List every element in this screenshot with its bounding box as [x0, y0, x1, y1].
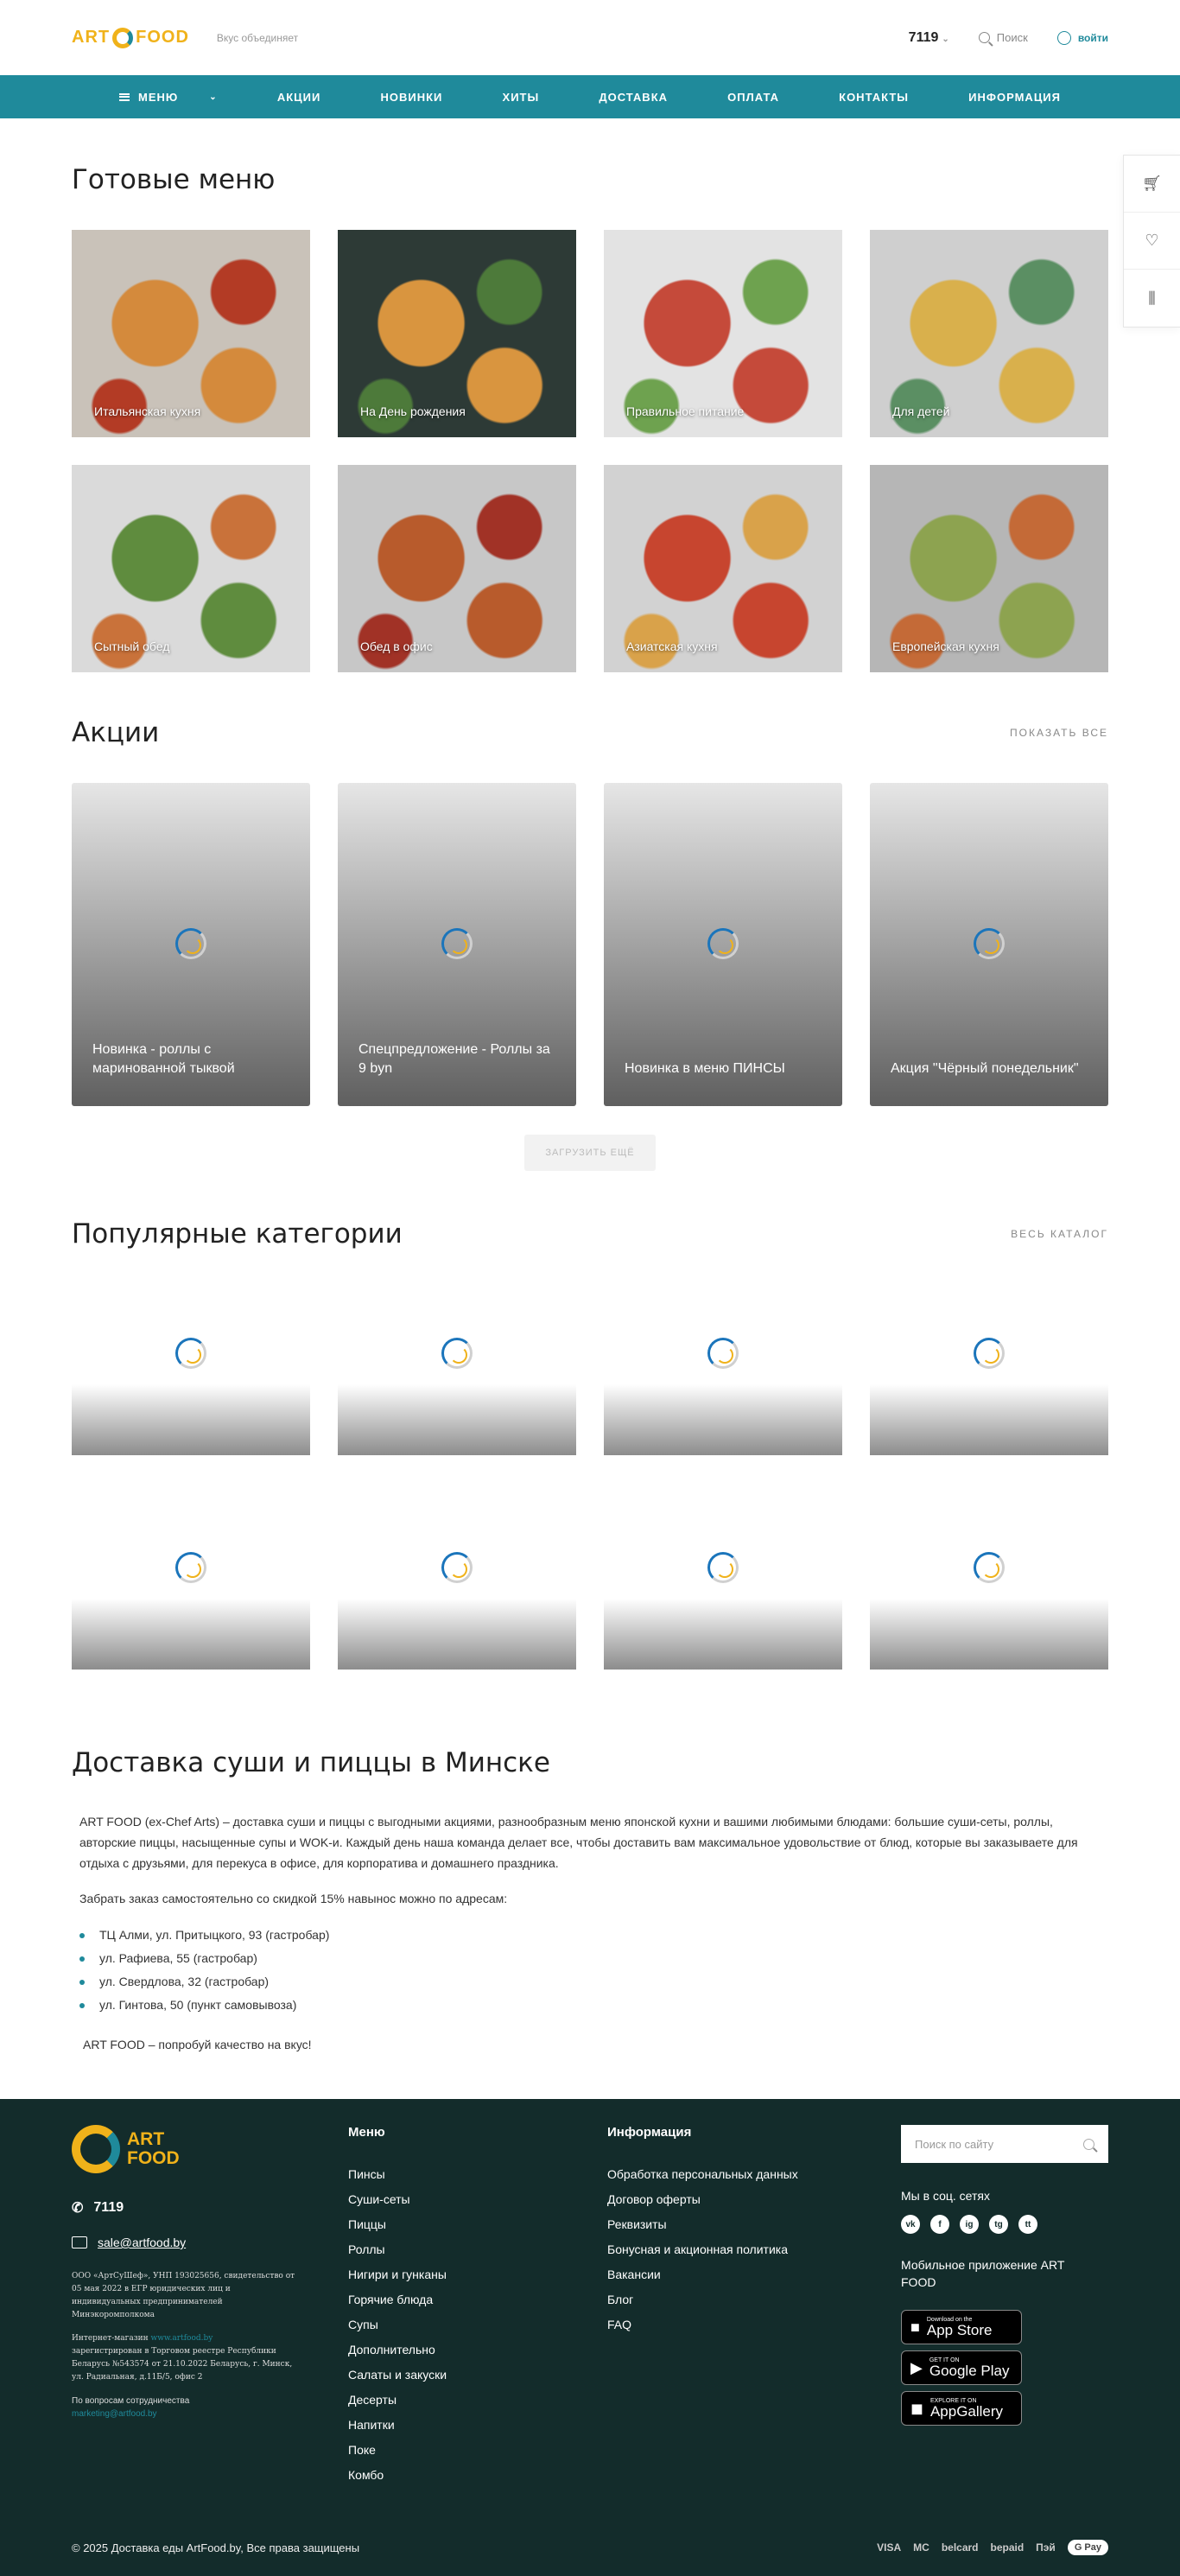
- loading-spinner-icon: [441, 1338, 473, 1369]
- section-title: Популярные категории: [72, 1218, 403, 1250]
- logo-text-food: FOOD: [136, 28, 189, 47]
- promos-grid: [72, 783, 1108, 1106]
- show-all-link[interactable]: ПОКАЗАТЬ ВСЕ: [1010, 727, 1108, 739]
- shop-link[interactable]: www.artfood.by: [150, 2334, 213, 2343]
- site-footer: [0, 2099, 1180, 2576]
- list-item: ул. Рафиева, 55 (гастробар): [79, 1947, 1101, 1970]
- category-card[interactable]: [338, 1516, 576, 1670]
- footer-info-link[interactable]: Обработка персональных данных: [607, 2167, 798, 2181]
- apple-icon: ■: [910, 2318, 920, 2336]
- social-ig-icon[interactable]: ig: [960, 2215, 979, 2234]
- coop-label: По вопросам сотрудничества: [72, 2396, 190, 2406]
- footer-info-title: Информация: [607, 2125, 692, 2140]
- chevron-down-icon: ⌄: [209, 92, 218, 102]
- loading-spinner-icon: [707, 1552, 739, 1583]
- logo[interactable]: [72, 28, 189, 48]
- footer-search-input[interactable]: [901, 2125, 1108, 2163]
- menu-card-label: Итальянская кухня: [94, 404, 201, 418]
- footer-menu-link[interactable]: Суши-сеты: [348, 2192, 410, 2206]
- loading-spinner-icon: [175, 1552, 206, 1583]
- google-play-icon: ▶: [910, 2358, 923, 2376]
- social-links: [901, 2215, 1108, 2234]
- category-card[interactable]: [338, 1301, 576, 1455]
- category-card-placeholder: [338, 1599, 576, 1670]
- section-title: Акции: [72, 717, 160, 748]
- coop-email[interactable]: marketing@artfood.by: [72, 2409, 157, 2419]
- category-card[interactable]: [604, 1516, 842, 1670]
- store-text: [929, 2357, 1010, 2379]
- footer-menu-link[interactable]: Поке: [348, 2443, 376, 2457]
- footer-info-links: [607, 2162, 798, 2337]
- promo-card-label: Новинка в меню ПИНСЫ: [625, 1061, 785, 1076]
- header-search-label: Поиск: [996, 31, 1028, 44]
- loading-spinner-icon: [974, 928, 1005, 959]
- footer-menu-link[interactable]: Роллы: [348, 2242, 385, 2256]
- login-button[interactable]: [1057, 31, 1108, 45]
- footer-info-link[interactable]: Блог: [607, 2293, 634, 2306]
- category-card-placeholder: [72, 1384, 310, 1455]
- payment-logo: MC: [913, 2541, 929, 2554]
- store-name: App Store: [926, 2321, 993, 2338]
- footer-menu-link[interactable]: Нигири и гунканы: [348, 2268, 447, 2281]
- logo-text-food: FOOD: [127, 2148, 180, 2168]
- loading-spinner-icon: [707, 1338, 739, 1369]
- payment-logo: Пэй: [1036, 2541, 1056, 2554]
- nav-item-contacts[interactable]: КОНТАКТЫ: [839, 90, 910, 104]
- compare-icon[interactable]: ⫼: [1148, 289, 1156, 307]
- social-tg-icon[interactable]: tg: [989, 2215, 1008, 2234]
- footer-menu-link[interactable]: Дополнительно: [348, 2343, 435, 2357]
- loading-spinner-icon: [441, 1552, 473, 1583]
- footer-menu-link[interactable]: Напитки: [348, 2418, 395, 2432]
- nav-item-delivery[interactable]: ДОСТАВКА: [599, 90, 669, 104]
- header-search-button[interactable]: [979, 31, 1028, 44]
- chevron-down-icon: ⌄: [942, 34, 949, 44]
- coop-text: [72, 2395, 296, 2420]
- user-icon: [1057, 31, 1071, 45]
- social-tt-icon[interactable]: tt: [1018, 2215, 1037, 2234]
- app-store-badges: [901, 2310, 1108, 2426]
- menu-card[interactable]: [870, 230, 1108, 437]
- burger-icon: [119, 93, 130, 101]
- nav-item-info[interactable]: ИНФОРМАЦИЯ: [968, 90, 1061, 104]
- social-vk-icon[interactable]: vk: [901, 2215, 920, 2234]
- main-nav: [0, 75, 1180, 118]
- logo-mark: [112, 28, 133, 48]
- app-store-badge[interactable]: [901, 2350, 1022, 2385]
- store-small-text: Download on the: [926, 2316, 973, 2323]
- footer-menu-link[interactable]: Десерты: [348, 2393, 397, 2407]
- ready-menus-section: [72, 118, 1108, 672]
- catalog-link[interactable]: ВЕСЬ КАТАЛОГ: [1011, 1228, 1108, 1240]
- promo-card-label: Новинка - роллы с маринованной тыквой: [92, 1042, 235, 1076]
- menu-card[interactable]: [72, 465, 310, 672]
- nav-item-menu[interactable]: [119, 91, 218, 104]
- shop-prefix: Интернет-магазин: [72, 2334, 149, 2343]
- header-phone[interactable]: [909, 30, 949, 46]
- phone-icon: ✆: [72, 2201, 84, 2216]
- category-card[interactable]: [870, 1516, 1108, 1670]
- seo-closing: ART FOOD – попробуй качество на вкус!: [83, 2038, 312, 2051]
- category-card[interactable]: [72, 1301, 310, 1455]
- menu-card-label: Сытный обед: [94, 639, 170, 653]
- heart-icon[interactable]: ♡: [1124, 213, 1180, 270]
- footer-search-placeholder: Поиск по сайту: [915, 2137, 994, 2151]
- load-more-button[interactable]: ЗАГРУЗИТЬ ЕЩЁ: [524, 1135, 656, 1171]
- social-title: Мы в соц. сетях: [901, 2189, 990, 2203]
- promos-section: [72, 717, 1108, 1171]
- footer-phone[interactable]: [72, 2199, 314, 2217]
- nav-item-promos[interactable]: АКЦИИ: [276, 90, 321, 104]
- search-icon: [979, 32, 990, 43]
- store-small-text: GET IT ON: [929, 2357, 960, 2363]
- store-text: [930, 2398, 1003, 2420]
- footer-menu-links: [348, 2162, 447, 2488]
- payment-logos: [877, 2540, 1108, 2555]
- seo-text: [72, 1811, 1108, 2055]
- popular-categories-grid: [72, 1301, 1108, 1670]
- seo-paragraph: Забрать заказ самостоятельно со скидкой 15% навынос можно по адресам:: [79, 1892, 508, 1905]
- loading-spinner-icon: [175, 928, 206, 959]
- main-content: [72, 118, 1108, 2055]
- footer-menu-link[interactable]: Пиццы: [348, 2217, 386, 2231]
- footer-menu-link[interactable]: Комбо: [348, 2468, 384, 2482]
- footer-contacts: [72, 2125, 314, 2420]
- store-name: AppGallery: [929, 2402, 1004, 2420]
- loading-spinner-icon: [707, 928, 739, 959]
- list-item: ул. Гинтова, 50 (пункт самовывоза): [79, 1994, 1101, 2017]
- store-text: [927, 2317, 993, 2338]
- slogan: Вкус объединяет: [216, 31, 299, 44]
- nav-item-hits[interactable]: ХИТЫ: [502, 90, 540, 104]
- payment-logo: bepaid: [990, 2541, 1025, 2554]
- footer-email[interactable]: [72, 2236, 314, 2249]
- footer-menu: [348, 2125, 447, 2488]
- category-card[interactable]: [870, 1301, 1108, 1455]
- menu-card-label: На День рождения: [360, 404, 466, 418]
- category-card-placeholder: [870, 1384, 1108, 1455]
- address-list: [79, 1924, 1101, 2017]
- app-store-badge[interactable]: [901, 2310, 1022, 2344]
- nav-item-label: МЕНЮ: [138, 90, 179, 104]
- nav-item-new[interactable]: НОВИНКИ: [380, 90, 443, 104]
- footer-menu-link[interactable]: Салаты и закуски: [348, 2368, 447, 2382]
- app-store-badge[interactable]: [901, 2391, 1022, 2426]
- footer-info-link[interactable]: Реквизиты: [607, 2217, 667, 2231]
- nav-item-payment[interactable]: ОПЛАТА: [727, 90, 779, 104]
- category-card[interactable]: [72, 1516, 310, 1670]
- menu-card[interactable]: [870, 465, 1108, 672]
- footer-right: [901, 2125, 1108, 2432]
- search-icon: [1083, 2139, 1094, 2150]
- footer-menu-link[interactable]: Супы: [348, 2318, 378, 2331]
- menu-card-label: Европейская кухня: [892, 639, 999, 653]
- promo-card-label: Спецпредложение - Роллы за 9 byn: [358, 1042, 550, 1076]
- ready-menus-grid: [72, 230, 1108, 672]
- legal-text: ООО «АртСуШеф», УНП 193025656, свидетельство от 05 мая 2022 в ЕГР юридических лиц и индивидуальных предпринимателей Минэкоромполкома: [72, 2272, 295, 2319]
- logo-text-art: ART: [127, 2129, 165, 2149]
- promo-card[interactable]: [870, 783, 1108, 1106]
- header-phone-number: 7119: [908, 29, 939, 45]
- footer-info-link[interactable]: Договор оферты: [607, 2192, 701, 2206]
- payment-logo: G Pay: [1068, 2540, 1108, 2555]
- footer-info: [607, 2125, 798, 2337]
- footer-email-address: sale@artfood.by: [98, 2236, 187, 2249]
- payment-logo: VISA: [877, 2541, 902, 2554]
- footer-info-link[interactable]: Бонусная и акционная политика: [607, 2242, 789, 2256]
- category-card[interactable]: [604, 1301, 842, 1455]
- appgallery-icon: ◼: [910, 2399, 923, 2417]
- shop-text: зарегистрирован в Торговом реестре Республики Беларусь №543574 от 21.10.2022 Беларусь, г. Минск, ул. Радиальная, д.11Б/5, офис 2: [72, 2347, 293, 2382]
- promo-card[interactable]: [338, 783, 576, 1106]
- site-header: [0, 0, 1180, 75]
- menu-card[interactable]: [604, 465, 842, 672]
- footer-logo[interactable]: [72, 2125, 314, 2173]
- loading-spinner-icon: [974, 1338, 1005, 1369]
- category-card-placeholder: [870, 1599, 1108, 1670]
- category-card-placeholder: [338, 1384, 576, 1455]
- promo-card[interactable]: [604, 783, 842, 1106]
- logo-text-art: ART: [72, 28, 111, 47]
- copyright: © 2025 Доставка еды ArtFood.by, Все права защищены: [72, 2541, 360, 2554]
- section-title: Готовые меню: [72, 164, 276, 195]
- menu-card-label: Обед в офис: [360, 639, 433, 653]
- category-card-placeholder: [604, 1384, 842, 1455]
- promo-card-label: Акция "Чёрный понедельник": [891, 1061, 1079, 1076]
- menu-card[interactable]: [338, 230, 576, 437]
- cart-icon[interactable]: 🛒︎: [1124, 156, 1180, 213]
- side-panel: [1123, 155, 1180, 328]
- footer-info-link[interactable]: FAQ: [607, 2318, 632, 2331]
- loading-spinner-icon: [441, 928, 473, 959]
- footer-phone-number: 7119: [93, 2200, 124, 2215]
- menu-card[interactable]: [72, 230, 310, 437]
- seo-section: [72, 1747, 1108, 2055]
- menu-card-label: Для детей: [892, 404, 950, 418]
- loading-spinner-icon: [175, 1338, 206, 1369]
- store-name: Google Play: [929, 2362, 1010, 2379]
- footer-bottom: [72, 2540, 1108, 2555]
- payment-logo: belcard: [941, 2541, 979, 2554]
- shop-registration: [72, 2332, 296, 2384]
- promo-card[interactable]: [72, 783, 310, 1106]
- menu-card[interactable]: [604, 230, 842, 437]
- menu-card-label: Правильное питание: [626, 404, 745, 418]
- menu-card[interactable]: [338, 465, 576, 672]
- list-item: ТЦ Алми, ул. Притыцкого, 93 (гастробар): [79, 1924, 1101, 1947]
- list-item: ул. Свердлова, 32 (гастробар): [79, 1970, 1101, 1994]
- logo-mark: [72, 2125, 120, 2173]
- store-small-text: EXPLORE IT ON: [929, 2397, 977, 2404]
- mail-icon: [72, 2236, 87, 2248]
- footer-menu-link[interactable]: Пинсы: [348, 2167, 385, 2181]
- category-card-placeholder: [72, 1599, 310, 1670]
- social-f-icon[interactable]: f: [930, 2215, 949, 2234]
- login-label: войти: [1077, 31, 1108, 44]
- footer-info-link[interactable]: Вакансии: [607, 2268, 661, 2281]
- category-card-placeholder: [604, 1599, 842, 1670]
- menu-card-label: Азиатская кухня: [626, 639, 718, 653]
- footer-menu-link[interactable]: Горячие блюда: [348, 2293, 434, 2306]
- footer-menu-title: Меню: [348, 2125, 385, 2140]
- section-title: Доставка суши и пиццы в Минске: [72, 1747, 550, 1778]
- app-title: Мобильное приложение ART FOOD: [901, 2258, 1065, 2289]
- loading-spinner-icon: [974, 1552, 1005, 1583]
- popular-categories-section: [72, 1218, 1108, 1670]
- seo-paragraph: ART FOOD (ex-Chef Arts) – доставка суши и пиццы с выгодными акциями, разнообразным меню японской кухни и вашими любимыми блюдами: большие суши-сеты, роллы, авторские пиццы, насыщенные супы и WOK-и. Каждый день наша команда делает все, чтобы доставить вам максимальное удовольствие от блюд, которые вы заказываете для отдыха с друзьями, для перекуса в офисе, для корпоратива и домашнего праздника.: [79, 1815, 1078, 1870]
